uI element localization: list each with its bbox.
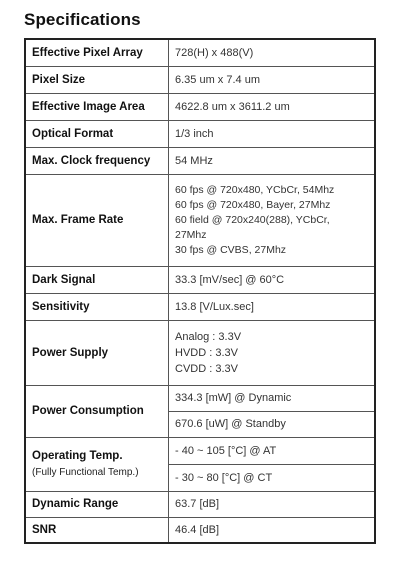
table-row	[25, 320, 375, 385]
frame-rate-line: 60 fps @ 720x480, Bayer, 27Mhz	[175, 198, 331, 211]
row-value: - 40 ~ 105 [°C] @ AT	[169, 437, 376, 464]
row-label: Power Consumption	[25, 385, 169, 437]
row-value: 670.6 [uW] @ Standby	[169, 411, 376, 437]
specifications-table	[24, 38, 376, 544]
table-row	[25, 66, 375, 93]
frame-rate-line: 60 fps @ 720x480, YCbCr, 54Mhz	[175, 183, 335, 196]
row-label	[25, 437, 169, 491]
page-title: Specifications	[24, 10, 141, 29]
table-row	[25, 385, 375, 411]
table-row	[25, 174, 375, 266]
table-row	[25, 93, 375, 120]
frame-rate-line: 30 fps @ CVBS, 27Mhz	[175, 243, 287, 256]
row-value: 728(H) x 488(V)	[169, 39, 376, 66]
row-label: Dynamic Range	[25, 491, 169, 517]
row-value: 334.3 [mW] @ Dynamic	[169, 385, 376, 411]
row-value: 33.3 [mV/sec] @ 60°C	[169, 266, 376, 293]
row-value: 4622.8 um x 3611.2 um	[169, 93, 376, 120]
row-value: - 30 ~ 80 [°C] @ CT	[169, 464, 376, 491]
row-label: Power Supply	[25, 320, 169, 385]
row-label: Optical Format	[25, 120, 169, 147]
table-row	[25, 491, 375, 517]
row-label: Effective Image Area	[25, 93, 169, 120]
row-label: Max. Clock frequency	[25, 147, 169, 174]
row-value	[169, 320, 376, 385]
table-row	[25, 266, 375, 293]
row-label: Effective Pixel Array	[25, 39, 169, 66]
frame-rate-line: 27Mhz	[175, 228, 207, 241]
row-value: 13.8 [V/Lux.sec]	[169, 293, 376, 320]
table-row	[25, 293, 375, 320]
power-supply-line: CVDD : 3.3V	[175, 362, 238, 375]
table-row	[25, 517, 375, 543]
power-supply-line: HVDD : 3.3V	[175, 346, 238, 359]
power-supply-line: Analog : 3.3V	[175, 330, 242, 343]
row-label: Pixel Size	[25, 66, 169, 93]
frame-rate-line: 60 field @ 720x240(288), YCbCr,	[175, 213, 330, 226]
table-row	[25, 437, 375, 464]
table-row	[25, 39, 375, 66]
row-value: 1/3 inch	[169, 120, 376, 147]
row-label: SNR	[25, 517, 169, 543]
row-value: 6.35 um x 7.4 um	[169, 66, 376, 93]
operating-temp-label: Operating Temp.	[32, 449, 123, 462]
row-label: Sensitivity	[25, 293, 169, 320]
table-row	[25, 147, 375, 174]
table-row	[25, 120, 375, 147]
operating-temp-sublabel: (Fully Functional Temp.)	[32, 466, 139, 478]
row-label: Max. Frame Rate	[25, 174, 169, 266]
row-value: 54 MHz	[169, 147, 376, 174]
row-value	[169, 174, 376, 266]
row-label: Dark Signal	[25, 266, 169, 293]
row-value: 46.4 [dB]	[169, 517, 376, 543]
row-value: 63.7 [dB]	[169, 491, 376, 517]
